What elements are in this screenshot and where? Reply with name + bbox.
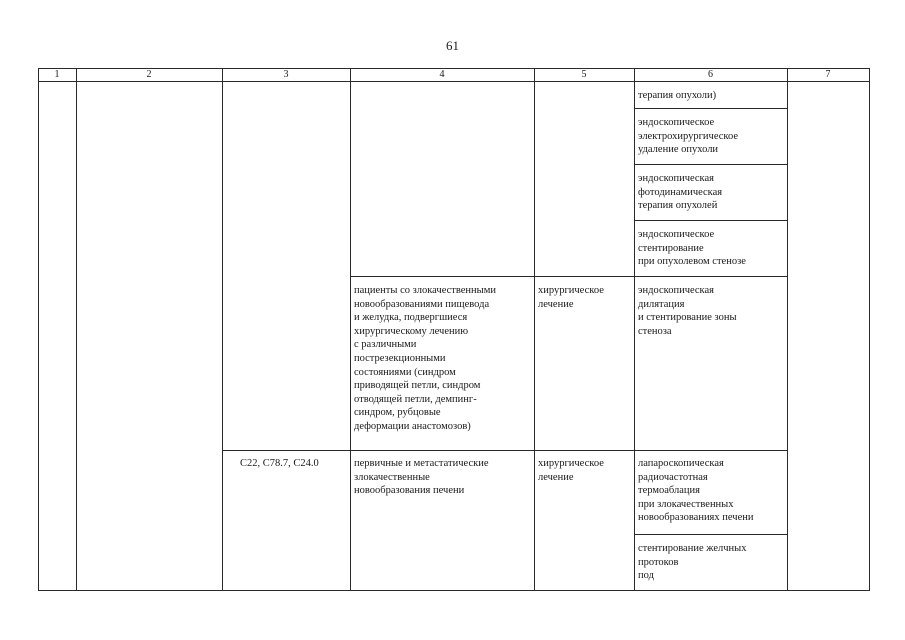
row-divider: [634, 220, 787, 221]
row-divider: [634, 108, 787, 109]
col-border-1: [76, 68, 77, 591]
procedure-cell: терапия опухоли): [638, 90, 717, 101]
row-divider: [634, 164, 787, 165]
row-divider: [634, 534, 787, 535]
header-col-7: 7: [825, 69, 831, 80]
treatment-type-cell: хирургическое лечение: [538, 285, 604, 310]
col-border-5: [634, 68, 635, 591]
header-col-3: 3: [283, 69, 289, 80]
header-col-5: 5: [581, 69, 587, 80]
procedure-cell: эндоскопическое стентирование при опухолевом стенозе: [638, 229, 746, 268]
procedure-cell: эндоскопическая фотодинамическая терапия опухолей: [638, 173, 723, 212]
header-bottom-border: [38, 81, 870, 82]
procedure-cell: эндоскопическая дилятация и стентирование зоны стеноза: [638, 285, 737, 337]
col-border-4: [534, 68, 535, 591]
col-border-2: [222, 68, 223, 591]
treatment-type-cell: хирургическое лечение: [538, 458, 604, 483]
patient-model-cell: пациенты со злокачественными новообразованиями пищевода и желудка, подвергшиеся хирургическому лечению с различными пострезекционными состояниями (синдром приводящей петли, синдром отводящей петли, демпинг- синдром, рубцовые деформации анастомозов): [354, 285, 496, 432]
page-number: 61: [446, 38, 459, 53]
procedure-cell: эндоскопическое электрохирургическое удаление опухоли: [638, 117, 739, 156]
col-border-0: [38, 68, 39, 591]
icd-codes-cell: C22, C78.7, C24.0: [240, 458, 319, 469]
table-bottom-border: [38, 590, 870, 591]
header-col-2: 2: [146, 69, 152, 80]
col-border-3: [350, 68, 351, 591]
header-col-6: 6: [708, 69, 713, 80]
procedure-cell: лапароскопическая радиочастотная термоаблация при злокачественных новообразованиях печени: [638, 458, 754, 524]
patient-model-cell: первичные и метастатические злокачественные новообразования печени: [354, 458, 489, 497]
header-col-4: 4: [439, 69, 445, 80]
col-border-6: [787, 68, 788, 591]
col-border-7: [869, 68, 870, 591]
row-divider: [222, 450, 787, 451]
procedure-cell: стентирование желчных протоков под: [638, 543, 747, 582]
header-col-1: 1: [54, 69, 60, 80]
row-divider: [350, 276, 787, 277]
